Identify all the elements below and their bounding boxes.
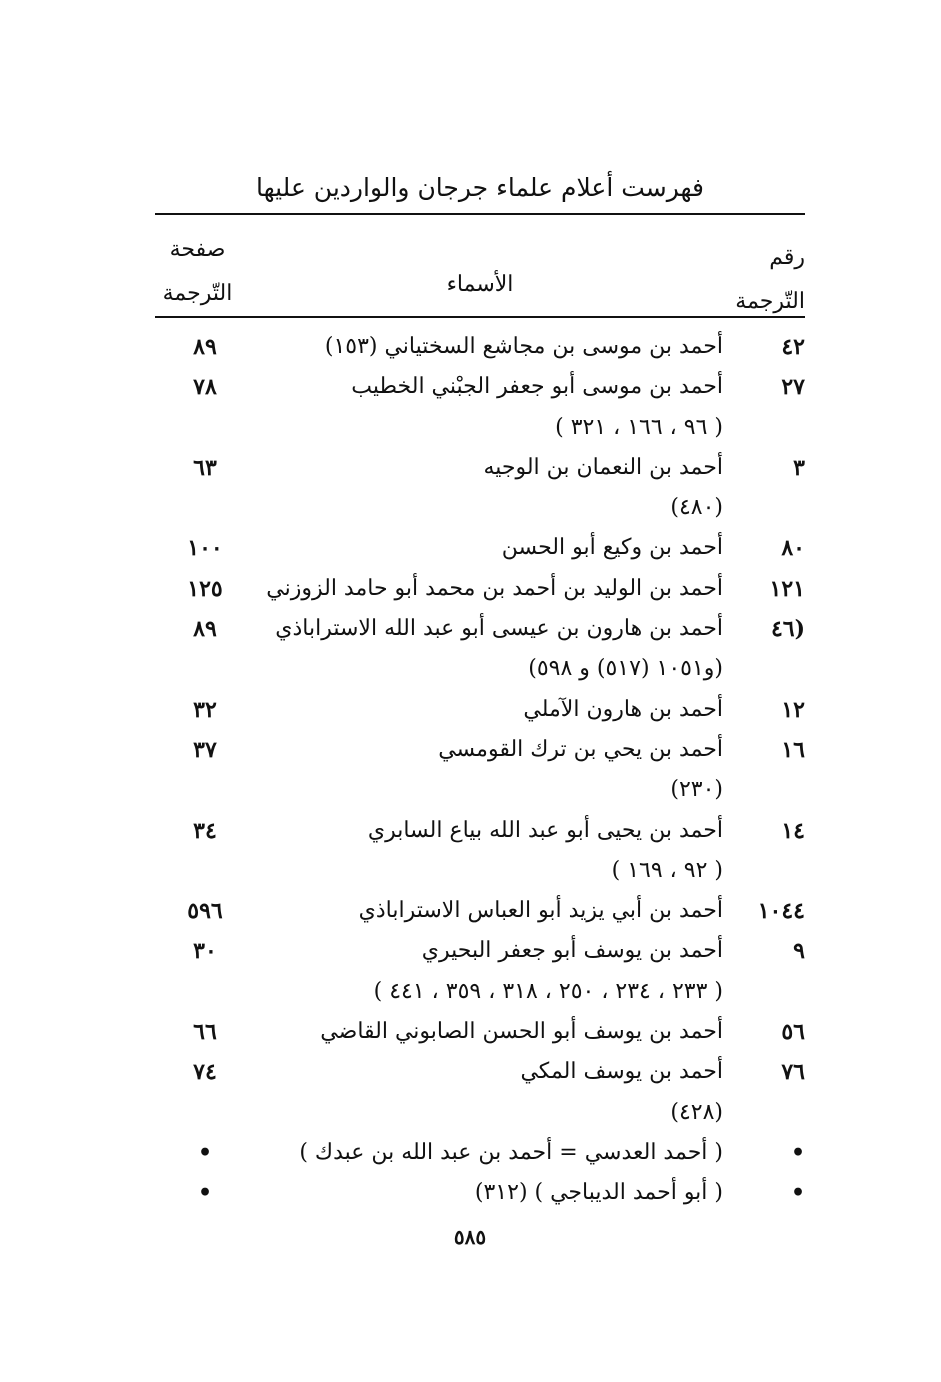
entry-number: ٢٧ <box>781 374 805 401</box>
entry-name: ( ٩٢ ، ١٦٩ ) <box>611 857 723 883</box>
entry-name: أحمد بن يحيى أبو عبد الله بياع السابري <box>367 817 723 843</box>
header-entry-number-line2: التّرجمة <box>735 289 805 314</box>
entry-page: ١٢٥ <box>187 575 223 602</box>
index-row <box>155 770 805 810</box>
entry-name: أحمد بن يوسف المكي <box>520 1059 723 1085</box>
entry-number: ٣ <box>793 454 805 481</box>
header-entry-number-line1: رقم <box>769 245 805 270</box>
entry-number: • <box>790 1180 805 1207</box>
entry-page: ٣٢ <box>193 696 217 723</box>
entry-name: ( أبو أحمد الديباجي ) (٣١٢) <box>474 1180 723 1206</box>
index-row <box>155 569 805 609</box>
entry-page: ٣٧ <box>193 736 217 763</box>
entry-name: أحمد بن هارون الآملي <box>523 696 723 722</box>
header-names: الأسماء <box>446 272 514 297</box>
index-row <box>155 851 805 891</box>
entry-number: ١٠٤٤ <box>757 898 805 925</box>
entry-page: ٣٤ <box>193 817 217 844</box>
index-row <box>155 1133 805 1173</box>
index-row <box>155 367 805 407</box>
index-row <box>155 649 805 689</box>
index-row <box>155 609 805 649</box>
index-entries <box>155 327 805 1214</box>
entry-name: أحمد بن موسى أبو جعفر الجبْني الخطيب <box>351 374 723 400</box>
index-row <box>155 730 805 770</box>
entry-number: ١٢ <box>781 696 805 723</box>
entry-name: (٤٢٨) <box>670 1099 723 1125</box>
entry-page: ٦٣ <box>193 454 217 481</box>
index-row <box>155 528 805 568</box>
entry-name: أحمد بن موسى بن مجاشع السختياني (١٥٣) <box>324 334 723 359</box>
top-rule <box>155 213 805 215</box>
page-title: فهرست أعلام علماء جرجان والواردين عليها <box>255 173 705 202</box>
header-page-number-line1: صفحة <box>169 237 226 262</box>
index-row <box>155 1012 805 1052</box>
entry-number: ١٢١ <box>769 575 805 602</box>
index-row <box>155 448 805 488</box>
entry-page: ١٠٠ <box>187 535 223 562</box>
entry-number: • <box>790 1139 805 1166</box>
index-row <box>155 488 805 528</box>
entry-page: ٧٨ <box>193 374 217 401</box>
index-row <box>155 408 805 448</box>
entry-number: ١٤ <box>781 817 805 844</box>
index-row <box>155 1093 805 1133</box>
entry-name: ( أحمد العدسي = أحمد بن عبد الله بن عبدك ) <box>299 1139 723 1165</box>
header-page-number <box>160 228 235 316</box>
entry-name: أحمد بن يوسف أبو جعفر البحيري <box>421 938 723 964</box>
header-rule <box>155 316 805 318</box>
index-row <box>155 891 805 931</box>
entry-page: ٦٦ <box>193 1019 217 1046</box>
index-row <box>155 327 805 367</box>
entry-page: ٣٠ <box>193 938 217 965</box>
header-page-number-line2: التّرجمة <box>162 281 233 306</box>
entry-number: ٤٢ <box>781 334 805 360</box>
entry-name: أحمد بن الوليد بن أحمد بن محمد أبو حامد الزوزني <box>266 575 723 601</box>
index-row <box>155 1052 805 1092</box>
entry-name: ( ٩٦ ، ١٦٦ ، ٣٢١ ) <box>555 414 723 440</box>
entry-page: • <box>197 1180 213 1207</box>
index-row <box>155 1173 805 1213</box>
entry-name: أحمد بن النعمان بن الوجيه <box>483 454 723 480</box>
entry-name: ( ٢٣٣ ، ٢٣٤ ، ٢٥٠ ، ٣١٨ ، ٣٥٩ ، ٤٤١ ) <box>373 978 723 1004</box>
entry-page: ٨٩ <box>193 616 217 643</box>
entry-number: ٨٠ <box>781 535 805 562</box>
entry-page: ٥٩٦ <box>187 898 223 925</box>
entry-number: ٩ <box>793 938 805 965</box>
entry-number: ١٦ <box>781 736 805 763</box>
entry-name: أحمد بن يحي بن ترك القومسي <box>438 736 723 762</box>
entry-number: ٧٦ <box>781 1059 805 1086</box>
index-row <box>155 972 805 1012</box>
index-row <box>155 811 805 851</box>
index-row <box>155 690 805 730</box>
entry-name: أحمد بن وكيع أبو الحسن <box>501 535 723 561</box>
entry-name: أحمد بن هارون بن عيسى أبو عبد الله الاستراباذي <box>275 616 723 642</box>
entry-page: ٧٤ <box>193 1059 217 1086</box>
entry-name: أحمد بن يوسف أبو الحسن الصابوني القاضي <box>320 1019 723 1045</box>
entry-name: (٢٣٠) <box>670 777 723 803</box>
entry-number: ٥٦ <box>781 1019 805 1046</box>
entry-name: (و١٠٥١ (٥١٧) و ٥٩٨) <box>528 656 723 682</box>
page-number: ٥٨٥ <box>453 1225 487 1249</box>
entry-number: (٤٦ <box>770 616 805 643</box>
entry-page: ٨٩ <box>193 334 217 360</box>
index-row <box>155 931 805 971</box>
entry-name: أحمد بن أبي يزيد أبو العباس الاستراباذي <box>358 898 723 924</box>
entry-page: • <box>197 1139 213 1166</box>
entry-name: (٤٨٠) <box>670 495 723 521</box>
